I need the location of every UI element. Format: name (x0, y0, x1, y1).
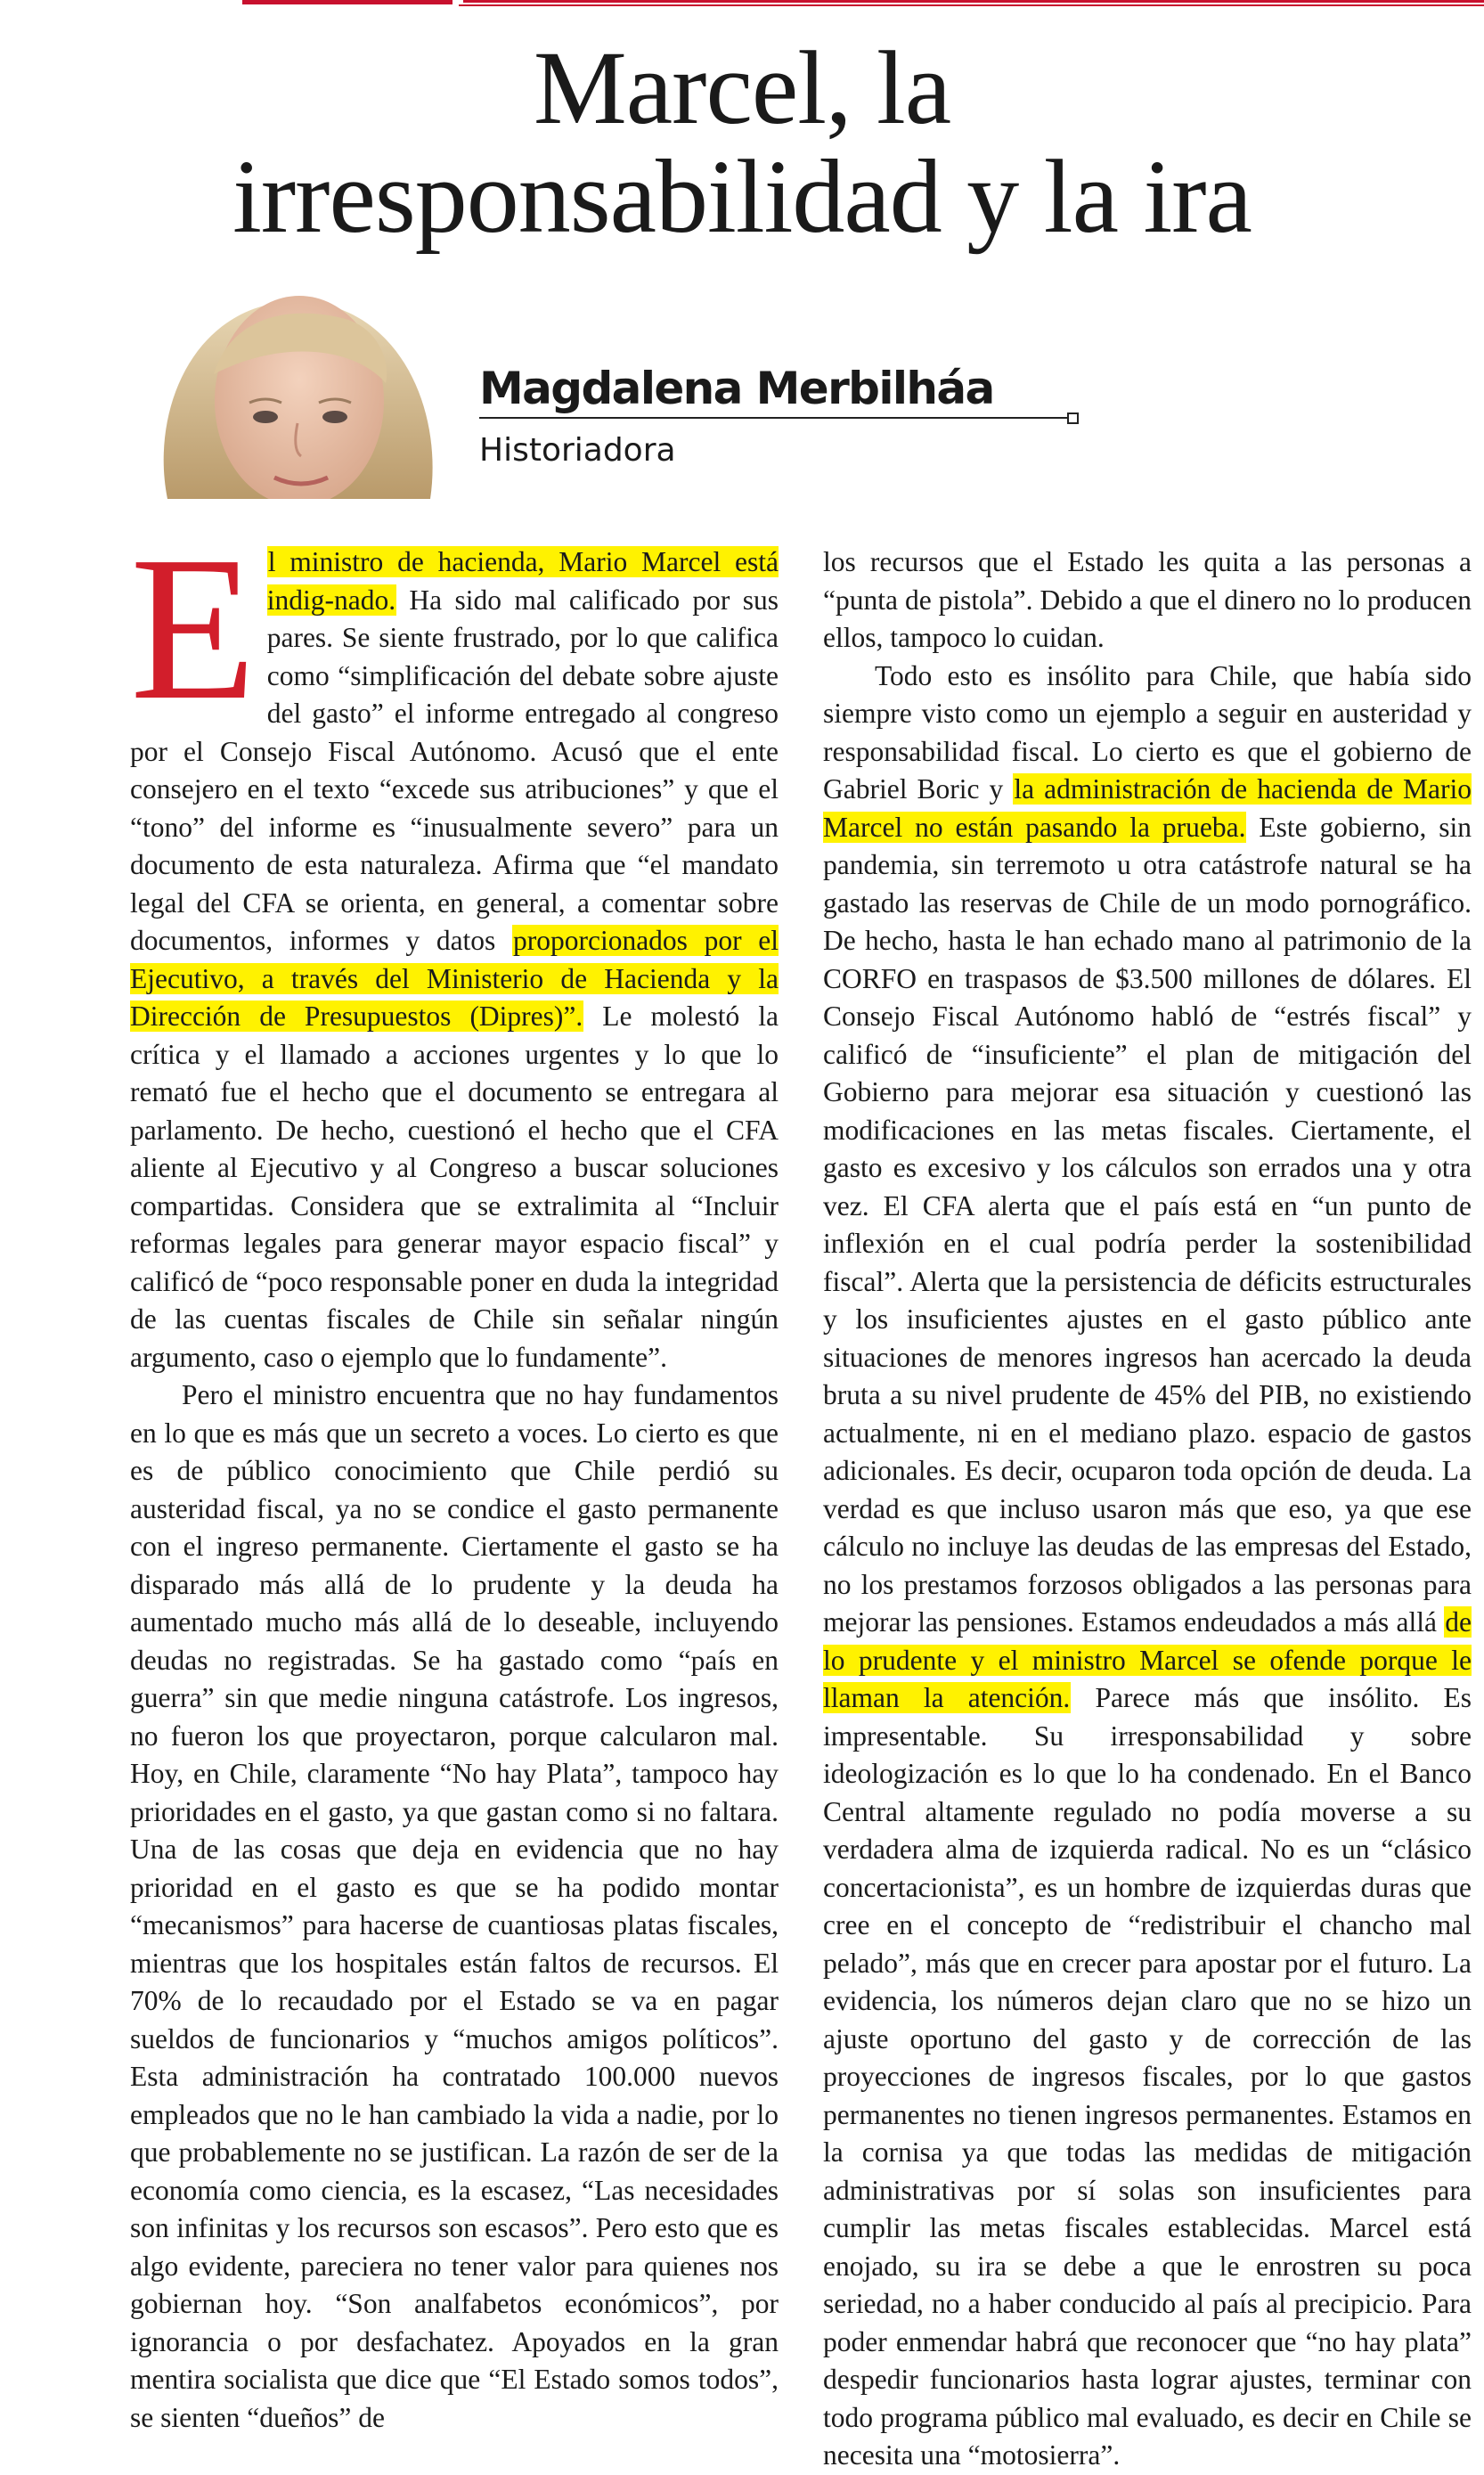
author-role: Historiadora (479, 432, 676, 469)
author-portrait-icon (132, 267, 461, 499)
highlighted-text: l ministro de hacienda, Mario Marcel está indig-nado. (266, 546, 779, 616)
byline-divider (479, 417, 1074, 419)
author-photo (132, 267, 461, 499)
top-bar-segment (463, 0, 1484, 3)
top-bar-rule (459, 4, 1484, 6)
highlighted-text: de lo prudente y el ministro Marcel se ofende porque le llaman la atención. (823, 1606, 1472, 1713)
article-paragraph-3 (823, 658, 1472, 2475)
author-name: Magdalena Merbilháa (479, 363, 994, 414)
body-text: Le molestó la crítica y el llamado a acciones urgentes y lo que lo remató fue el hecho que el documento se entregara al parlamento. De hecho, cuestionó el hecho que el CFA aliente al Ejecutivo y al Congreso a buscar soluciones compartidas. Considera que se extralimita al “Incluir reformas legales para generar mayor espacio fiscal” y calificó de “poco responsable poner en duda la integridad de las cuentas fiscales de Chile sin señalar ningún argumento, caso o ejemplo que lo fundamente”. (130, 1001, 779, 1373)
body-text: Todo esto es insólito para Chile, que había sido siempre visto como un ejemplo a seguir en austeridad y responsabilidad fiscal. Lo cierto es que el gobierno de Gabriel Boric y (823, 659, 1472, 805)
article-paragraph-2-continued: los recursos que el Estado les quita a las personas a “punta de pistola”. Debido a que el dinero no lo producen ellos, tampoco lo cuidan. (823, 546, 1472, 653)
article-column-right (823, 543, 1472, 2475)
article-paragraph-2: Pero el ministro encuentra que no hay fundamentos en lo que es más que un secreto a voces. Lo cierto es que es de público conocimiento que Chile perdió su austeridad fiscal, ya no se condice el gasto permanente con el ingreso permanente. Ciertamente el gasto se ha disparado más allá de lo prudente y la deuda ha aumentado mucho más allá de lo deseable, incluyendo deudas no registradas. Se ha gastado como “país en guerra” sin que medie ninguna catástrofe. Los ingresos, no fueron los que proyectaron, porque calcularon mal. Hoy, en Chile, claramente “No hay Plata”, tampoco hay prioridades en el gasto, ya que gastan como si no faltara. Una de las cosas que deja en evidencia que no hay prioridad en el gasto es que se ha podido montar “mecanismos” para hacerse de cuantiosas platas fiscales, mientras que los hospitales están faltos de recursos. El 70% de lo recaudado por el Estado se va en pagar sueldos de funcionarios y “muchos amigos políticos”. Esta administración ha contratado 100.000 nuevos empleados que no le han cambiado la vida a nadie, por lo que probablemente no se justifican. La razón de ser de la economía como ciencia, es la escasez, “Las necesidades son infinitas y los recursos son escasos”. Pero esto que es algo evidente, pareciera no tener valor para quienes nos gobiernan hoy. “Son analfabetos económicos”, por ignorancia o por desfachatez. Apoyados en la gran mentira socialista que dice que “El Estado somos todos”, se sienten “dueños” de (130, 1379, 779, 2433)
top-color-bar (0, 0, 1484, 7)
body-text: Parece más que insólito. Es impresentable. Su irresponsabilidad y sobre ideologización es lo que lo ha condenado. En el Banco Central altamente regulado no podía moverse a su verdadera alma de izquierda radical. No es un “clásico concertacionista”, es un hombre de izquierdas duras que cree en el concepto de “redistribuir el chancho mal pelado”, más que en crecer para apostar por el futuro. La evidencia, los números dejan claro que no se hizo un ajuste oportuno del gasto y de corrección de las proyecciones de ingresos fiscales, por lo que gastos permanentes no tienen ingresos permanentes. Estamos en la cornisa ya que todas las medidas de mitigación administrativas por sí solas son insuficientes para cumplir las metas fiscales establecidas. Marcel está enojado, su ira se debe a que le enrostren su poca seriedad, no a haber conducido al país al precipicio. Para poder enmendar habrá que reconocer que “no hay plata” despedir funcionarios hasta lograr ajustes, terminar con todo programa público mal evaluado, es decir en Chile se necesita una “motosierra”. (823, 1682, 1472, 2471)
headline (89, 29, 1395, 255)
article-paragraph-1 (130, 514, 779, 1376)
highlighted-text: la administración de hacienda de Mario Marcel no están pasando la prueba. (823, 773, 1472, 843)
article-column-left (130, 514, 779, 2437)
byline-end-marker-icon (1067, 412, 1079, 424)
drop-cap: E (130, 514, 257, 743)
top-bar-segment (242, 0, 453, 4)
highlighted-text: proporcionados por el Ejecutivo, a través del Ministerio de Hacienda y la Dirección de Presupuestos (Dipres)”. (130, 925, 779, 1032)
headline-line-2: irresponsabilidad y la ira (232, 138, 1252, 255)
body-text: Este gobierno, sin pandemia, sin terremoto u otra catástrofe natural se ha gastado las reservas de Chile de un modo pornográfico. De hecho, hasta le han echado mano al patrimonio de la CORFO en traspasos de $3.500 millones de dólares. El Consejo Fiscal Autónomo habló de “estrés fiscal” y calificó de “insuficiente” el plan de mitigación del Gobierno para mejorar esa situación y cuestionó las modificaciones en las metas fiscales. Ciertamente, el gasto es excesivo y los cálculos son errados una y otra vez. El CFA alerta que el país está en “un punto de inflexión en el cual podría perder la sostenibilidad fiscal”. Alerta que la persistencia de déficits estructurales y los insuficientes ajustes en el gasto público ante situaciones de menores ingresos han acercado la deuda bruta a su nivel prudente de 45% del PIB, no existiendo actualmente, ni en el mediano plazo. espacio de gastos adicionales. Es decir, ocuparon toda opción de deuda. La verdad es que incluso usaron más que eso, ya que ese cálculo no incluye las deudas de las empresas del Estado, no los prestamos forzosos obligados a las personas para mejorar las pensiones. Estamos endeudados a más allá (823, 811, 1472, 1638)
headline-line-1: Marcel, la (533, 29, 951, 146)
body-text: Ha sido mal calificado por sus pares. Se siente frustrado, por lo que califica como “simplificación del debate sobre ajuste del gasto” el informe entregado al congreso por el Consejo Fiscal Autónomo. Acusó que el ente consejero en el texto “excede sus atribuciones” y que el “tono” del informe es “inusualmente severo” para un documento de esta naturaleza. Afirma que “el mandato legal del CFA se orienta, en general, a comentar sobre documentos, informes y datos (130, 584, 779, 956)
